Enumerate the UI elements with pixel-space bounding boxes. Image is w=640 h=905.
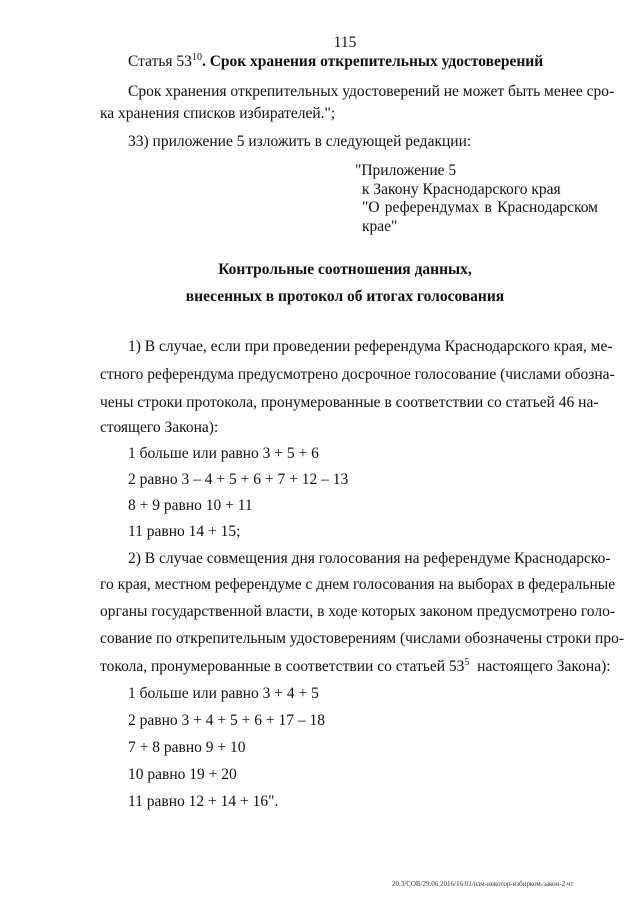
item-33: 33) приложение 5 изложить в следующей редакции: <box>128 133 472 150</box>
article-superscript: 10 <box>191 51 202 63</box>
article-title: Срок хранения открепительных удостоверений <box>209 53 544 70</box>
case1-line: чены строки протокола, пронумерованные в соответствии со статьей 46 на- <box>100 394 599 411</box>
page-number: 115 <box>333 34 357 51</box>
case2-line <box>100 658 611 676</box>
article-dot: . <box>201 53 206 70</box>
paragraph-line: ка хранения списков избирателей."; <box>100 105 336 122</box>
appendix-ref-line: "О референдумах в Краснодарском <box>362 199 598 216</box>
section-title-line: внесенных в протокол об итогах голосования <box>185 288 505 305</box>
formula: 11 равно 12 + 14 + 16". <box>128 793 279 810</box>
article-prefix: Статья 53 <box>128 53 192 70</box>
formula: 2 равно 3 + 4 + 5 + 6 + 17 – 18 <box>128 712 325 729</box>
formula: 2 равно 3 – 4 + 5 + 6 + 7 + 12 – 13 <box>128 471 349 488</box>
paragraph-line: Срок хранения открепительных удостоверений не может быть менее сро- <box>128 83 615 100</box>
case1-line: 1) В случае, если при проведении референдума Краснодарского края, ме- <box>128 338 613 355</box>
article-heading <box>128 53 543 71</box>
formula: 10 равно 19 + 20 <box>128 766 237 783</box>
formula: 1 больше или равно 3 + 5 + 6 <box>128 445 319 462</box>
formula: 1 больше или равно 3 + 4 + 5 <box>128 685 319 702</box>
case2-line5-superscript: 5 <box>464 656 470 668</box>
case2-line: 2) В случае совмещения дня голосования на референдуме Краснодарско- <box>128 550 611 567</box>
case1-line: стного референдума предусмотрено досрочное голосование (числами обозна- <box>100 366 615 383</box>
case2-line: сование по открепительным удостоверениям (числами обозначены строки про- <box>100 630 624 647</box>
case2-line5-suffix: настоящего Закона): <box>469 658 611 675</box>
formula: 8 + 9 равно 10 + 11 <box>128 497 253 514</box>
appendix-ref-line: "Приложение 5 <box>355 162 457 179</box>
appendix-ref-line: крае" <box>362 218 398 235</box>
section-title-line: Контрольные соотношения данных, <box>218 261 472 278</box>
formula: 7 + 8 равно 9 + 10 <box>128 739 246 756</box>
case2-line5-prefix: токола, пронумерованные в соответствии со статьей 53 <box>100 658 465 675</box>
case1-line: стоящего Закона): <box>100 419 219 436</box>
formula: 11 равно 14 + 15; <box>128 523 241 540</box>
footer-doc-code: 20.3/COB/29.06.2016/16:01/изм-некотор-избирком-закон-2 чт <box>392 880 574 888</box>
appendix-ref-line: к Закону Краснодарского края <box>362 181 561 198</box>
case2-line: органы государственной власти, в ходе которых законом предусмотрено голо- <box>100 603 615 620</box>
case2-line: го края, местном референдуме с днем голосования на выборах в федеральные <box>100 576 616 593</box>
